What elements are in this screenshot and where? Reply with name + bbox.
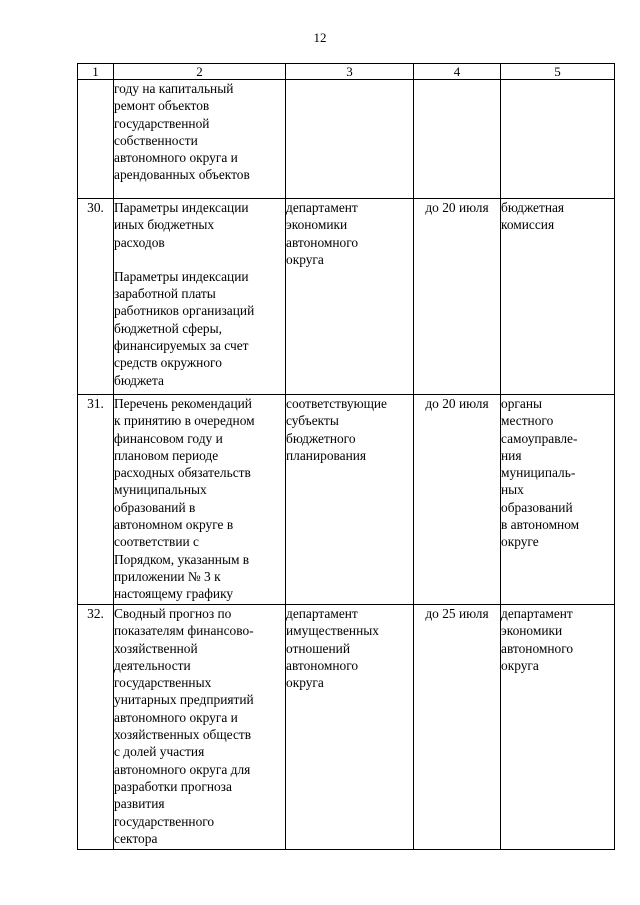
table-row-31 [78, 395, 615, 605]
schedule-table [77, 63, 615, 850]
column-header-2: 2 [114, 64, 286, 80]
row-number [78, 80, 114, 199]
item-description: Перечень рекомендаций к принятию в очередном финансовом году и плановом периоде расходных обязательств муниципальных образований в автономном округе в соответствии с Порядком, указанным в приложении № 3 к настоящему графику [114, 395, 286, 605]
row-number: 32. [78, 605, 114, 850]
row-number: 30. [78, 199, 114, 395]
item-paragraph: Параметры индексации заработной платы работников организаций бюджетной сферы, финансируемых за счет средств окружного бюджета [114, 268, 255, 388]
deadline-cell [414, 80, 501, 199]
recipient-cell: департамент экономики автономного округа [501, 605, 615, 850]
responsible-cell [286, 80, 414, 199]
paragraph-spacer [114, 251, 285, 268]
responsible-cell: департамент экономики автономного округа [286, 199, 414, 395]
column-header-5: 5 [501, 64, 615, 80]
item-description: году на капитальный ремонт объектов государственной собственности автономного округа и арендованных объектов [114, 80, 286, 199]
deadline-cell: до 20 июля [414, 395, 501, 605]
deadline-cell: до 20 июля [414, 199, 501, 395]
table-row-32 [78, 605, 615, 850]
item-paragraph: Параметры индексации иных бюджетных расходов [114, 200, 249, 250]
column-number-row [78, 64, 615, 80]
recipient-cell: органы местного самоуправле- ния муниципаль- ных образований в автономном округе [501, 395, 615, 605]
column-header-1: 1 [78, 64, 114, 80]
recipient-cell [501, 80, 615, 199]
table-row-continuation [78, 80, 615, 199]
recipient-cell: бюджетная комиссия [501, 199, 615, 395]
item-description: Сводный прогноз по показателям финансово- хозяйственной деятельности государственных унитарных предприятий автономного округа и хозяйственных обществ с долей участия автономного округа для разработки прогноза развития государственного сектора [114, 605, 286, 850]
item-description [114, 199, 286, 395]
column-header-3: 3 [286, 64, 414, 80]
table-row-30 [78, 199, 615, 395]
row-number: 31. [78, 395, 114, 605]
responsible-cell: соответствующие субъекты бюджетного планирования [286, 395, 414, 605]
responsible-cell: департамент имущественных отношений автономного округа [286, 605, 414, 850]
deadline-cell: до 25 июля [414, 605, 501, 850]
column-header-4: 4 [414, 64, 501, 80]
page-number: 12 [313, 30, 327, 45]
